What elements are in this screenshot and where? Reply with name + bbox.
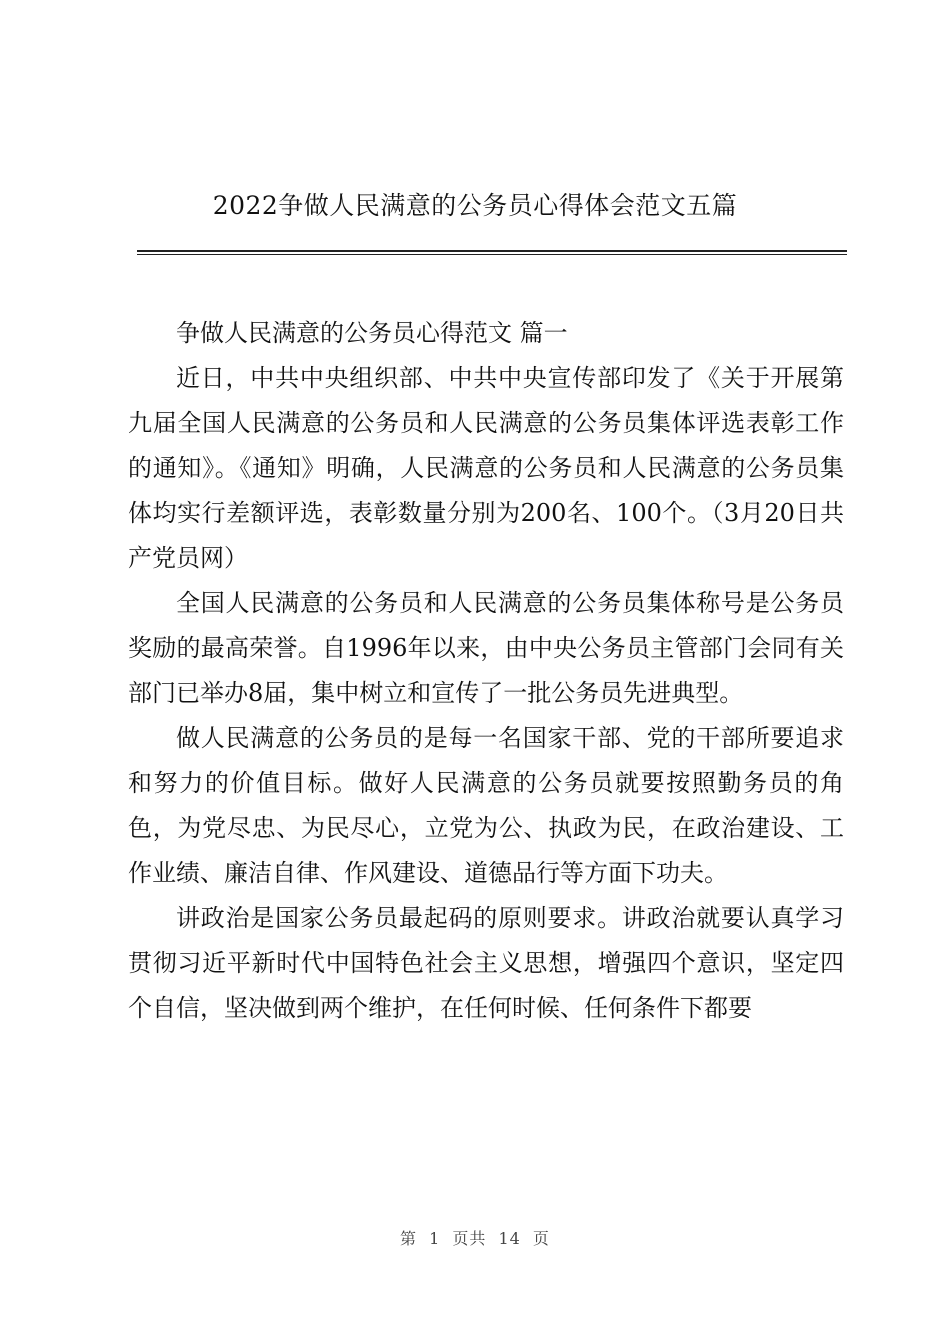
paragraph-3: 做人民满意的公务员的是每一名国家干部、党的干部所要追求和努力的价值目标。做好人民满意的公务员就要按照勤务员的角色，为党尽忠、为民尽心，立党为公、执政为民，在政治建设、工作业绩、廉洁自律、作风建设、道德品行等方面下功夫。 bbox=[128, 724, 844, 887]
page-number-footer: 第 1 页共 14 页 bbox=[400, 1229, 550, 1248]
paragraph-1: 近日，中共中央组织部、中共中央宣传部印发了《关于开展第九届全国人民满意的公务员和人民满意的公务员集体评选表彰工作的通知》。《通知》明确，人民满意的公务员和人民满意的公务员集体均实行差额评选，表彰数量分别为200名、100个。（3月20日共产党员网） bbox=[128, 364, 844, 572]
title-double-rule bbox=[137, 250, 847, 255]
paragraph-4: 讲政治是国家公务员最起码的原则要求。讲政治就要认真学习贯彻习近平新时代中国特色社会主义思想，增强四个意识，坚定四个自信，坚决做到两个维护，在任何时候、任何条件下都要 bbox=[128, 904, 844, 1022]
paragraph-2: 全国人民满意的公务员和人民满意的公务员集体称号是公务员奖励的最高荣誉。自1996年以来，由中央公务员主管部门会同有关部门已举办8届，集中树立和宣传了一批公务员先进典型。 bbox=[128, 589, 844, 707]
section-heading: 争做人民满意的公务员心得范文 篇一 bbox=[176, 319, 568, 347]
document-body bbox=[128, 311, 844, 1031]
document-title: 2022争做人民满意的公务员心得体会范文五篇 bbox=[212, 191, 738, 220]
